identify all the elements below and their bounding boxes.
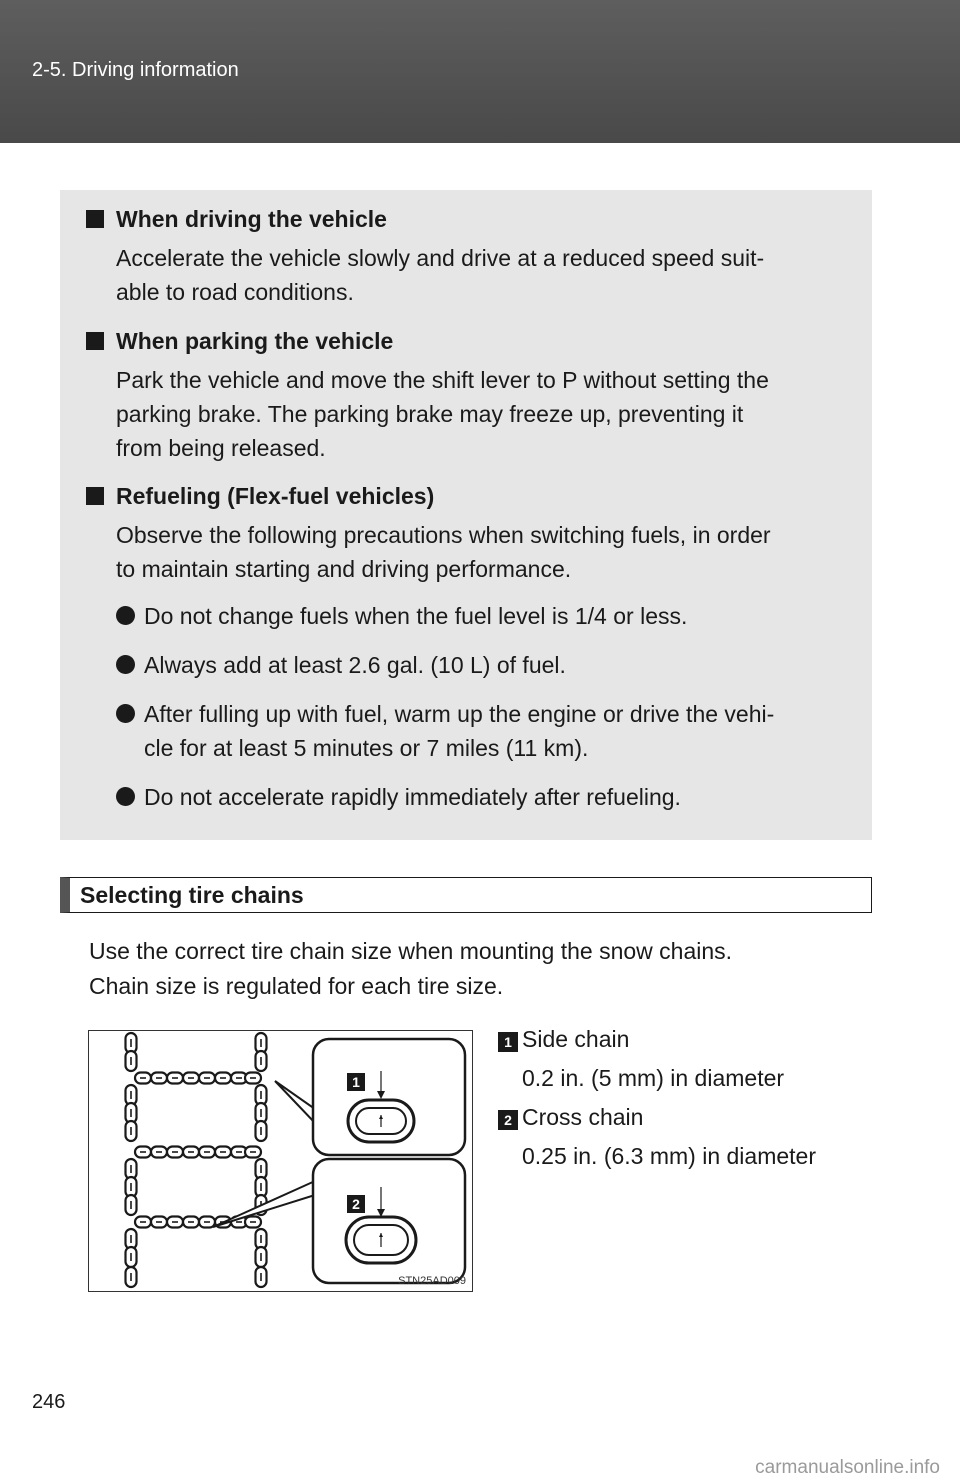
body-text-line: Chain size is regulated for each tire size.: [89, 973, 504, 999]
text-line: Observe the following precautions when switching fuels, in order: [116, 522, 771, 548]
cross-chain-top: [135, 1073, 261, 1084]
section-title-bar: [60, 877, 872, 913]
cross-chain-middle: [135, 1147, 261, 1158]
callout-number-1: [347, 1073, 365, 1091]
callout-number-2: [347, 1195, 365, 1213]
section-title: Selecting tire chains: [80, 882, 304, 908]
list-item: Always add at least 2.6 gal. (10 L) of fuel.: [116, 648, 838, 682]
tire-chain-illustration: [89, 1031, 473, 1292]
text-line: to maintain starting and driving performance.: [116, 556, 572, 582]
black-square-icon: [86, 210, 104, 228]
breadcrumb: 2-5. Driving information: [32, 59, 239, 81]
info-heading-driving: When driving the vehicle: [86, 206, 387, 233]
number-badge-icon: 1: [498, 1032, 518, 1052]
black-dot-icon: [116, 655, 135, 674]
black-square-icon: [86, 487, 104, 505]
list-item: Do not accelerate rapidly immediately after refueling.: [116, 780, 838, 814]
text-line: parking brake. The parking brake may freeze up, preventing it: [116, 401, 744, 427]
list-item: [116, 697, 838, 765]
info-heading-refueling: Refueling (Flex-fuel vehicles): [86, 483, 434, 510]
callout-pointer-1: [275, 1081, 315, 1123]
legend-description: 0.2 in. (5 mm) in diameter: [522, 1065, 785, 1091]
tire-chain-figure: [88, 1030, 473, 1292]
right-side-chain: [256, 1033, 267, 1287]
legend-title: Cross chain: [522, 1104, 644, 1130]
svg-text:1: 1: [352, 1074, 360, 1090]
body-text-line: Use the correct tire chain size when mounting the snow chains.: [89, 938, 733, 964]
text-line: Park the vehicle and move the shift lever to P without setting the: [116, 367, 769, 393]
info-paragraph-refueling: [116, 518, 838, 586]
figure-code: STN25AD009: [398, 1275, 466, 1287]
info-paragraph-parking: [116, 363, 838, 465]
text-line: After fulling up with fuel, warm up the engine or drive the vehi-: [144, 701, 775, 727]
text-line: from being released.: [116, 435, 326, 461]
black-dot-icon: [116, 704, 135, 723]
black-dot-icon: [116, 787, 135, 806]
number-badge-icon: 2: [498, 1110, 518, 1130]
info-paragraph-driving: [116, 241, 838, 309]
text-line: Accelerate the vehicle slowly and drive at a reduced speed suit-: [116, 245, 765, 271]
left-side-chain: [126, 1033, 137, 1287]
text-line: able to road conditions.: [116, 279, 354, 305]
info-heading-parking: When parking the vehicle: [86, 328, 393, 355]
black-square-icon: [86, 332, 104, 350]
page-number: 246: [32, 1391, 66, 1413]
legend-description: 0.25 in. (6.3 mm) in diameter: [522, 1143, 817, 1169]
svg-text:2: 2: [352, 1196, 360, 1212]
page-header: [0, 0, 960, 143]
legend-title: Side chain: [522, 1026, 630, 1052]
text-line: cle for at least 5 minutes or 7 miles (11 km).: [144, 735, 589, 761]
list-item: Do not change fuels when the fuel level is 1/4 or less.: [116, 599, 838, 633]
watermark: carmanualsonline.info: [755, 1457, 940, 1478]
black-dot-icon: [116, 606, 135, 625]
info-box: [60, 190, 872, 840]
